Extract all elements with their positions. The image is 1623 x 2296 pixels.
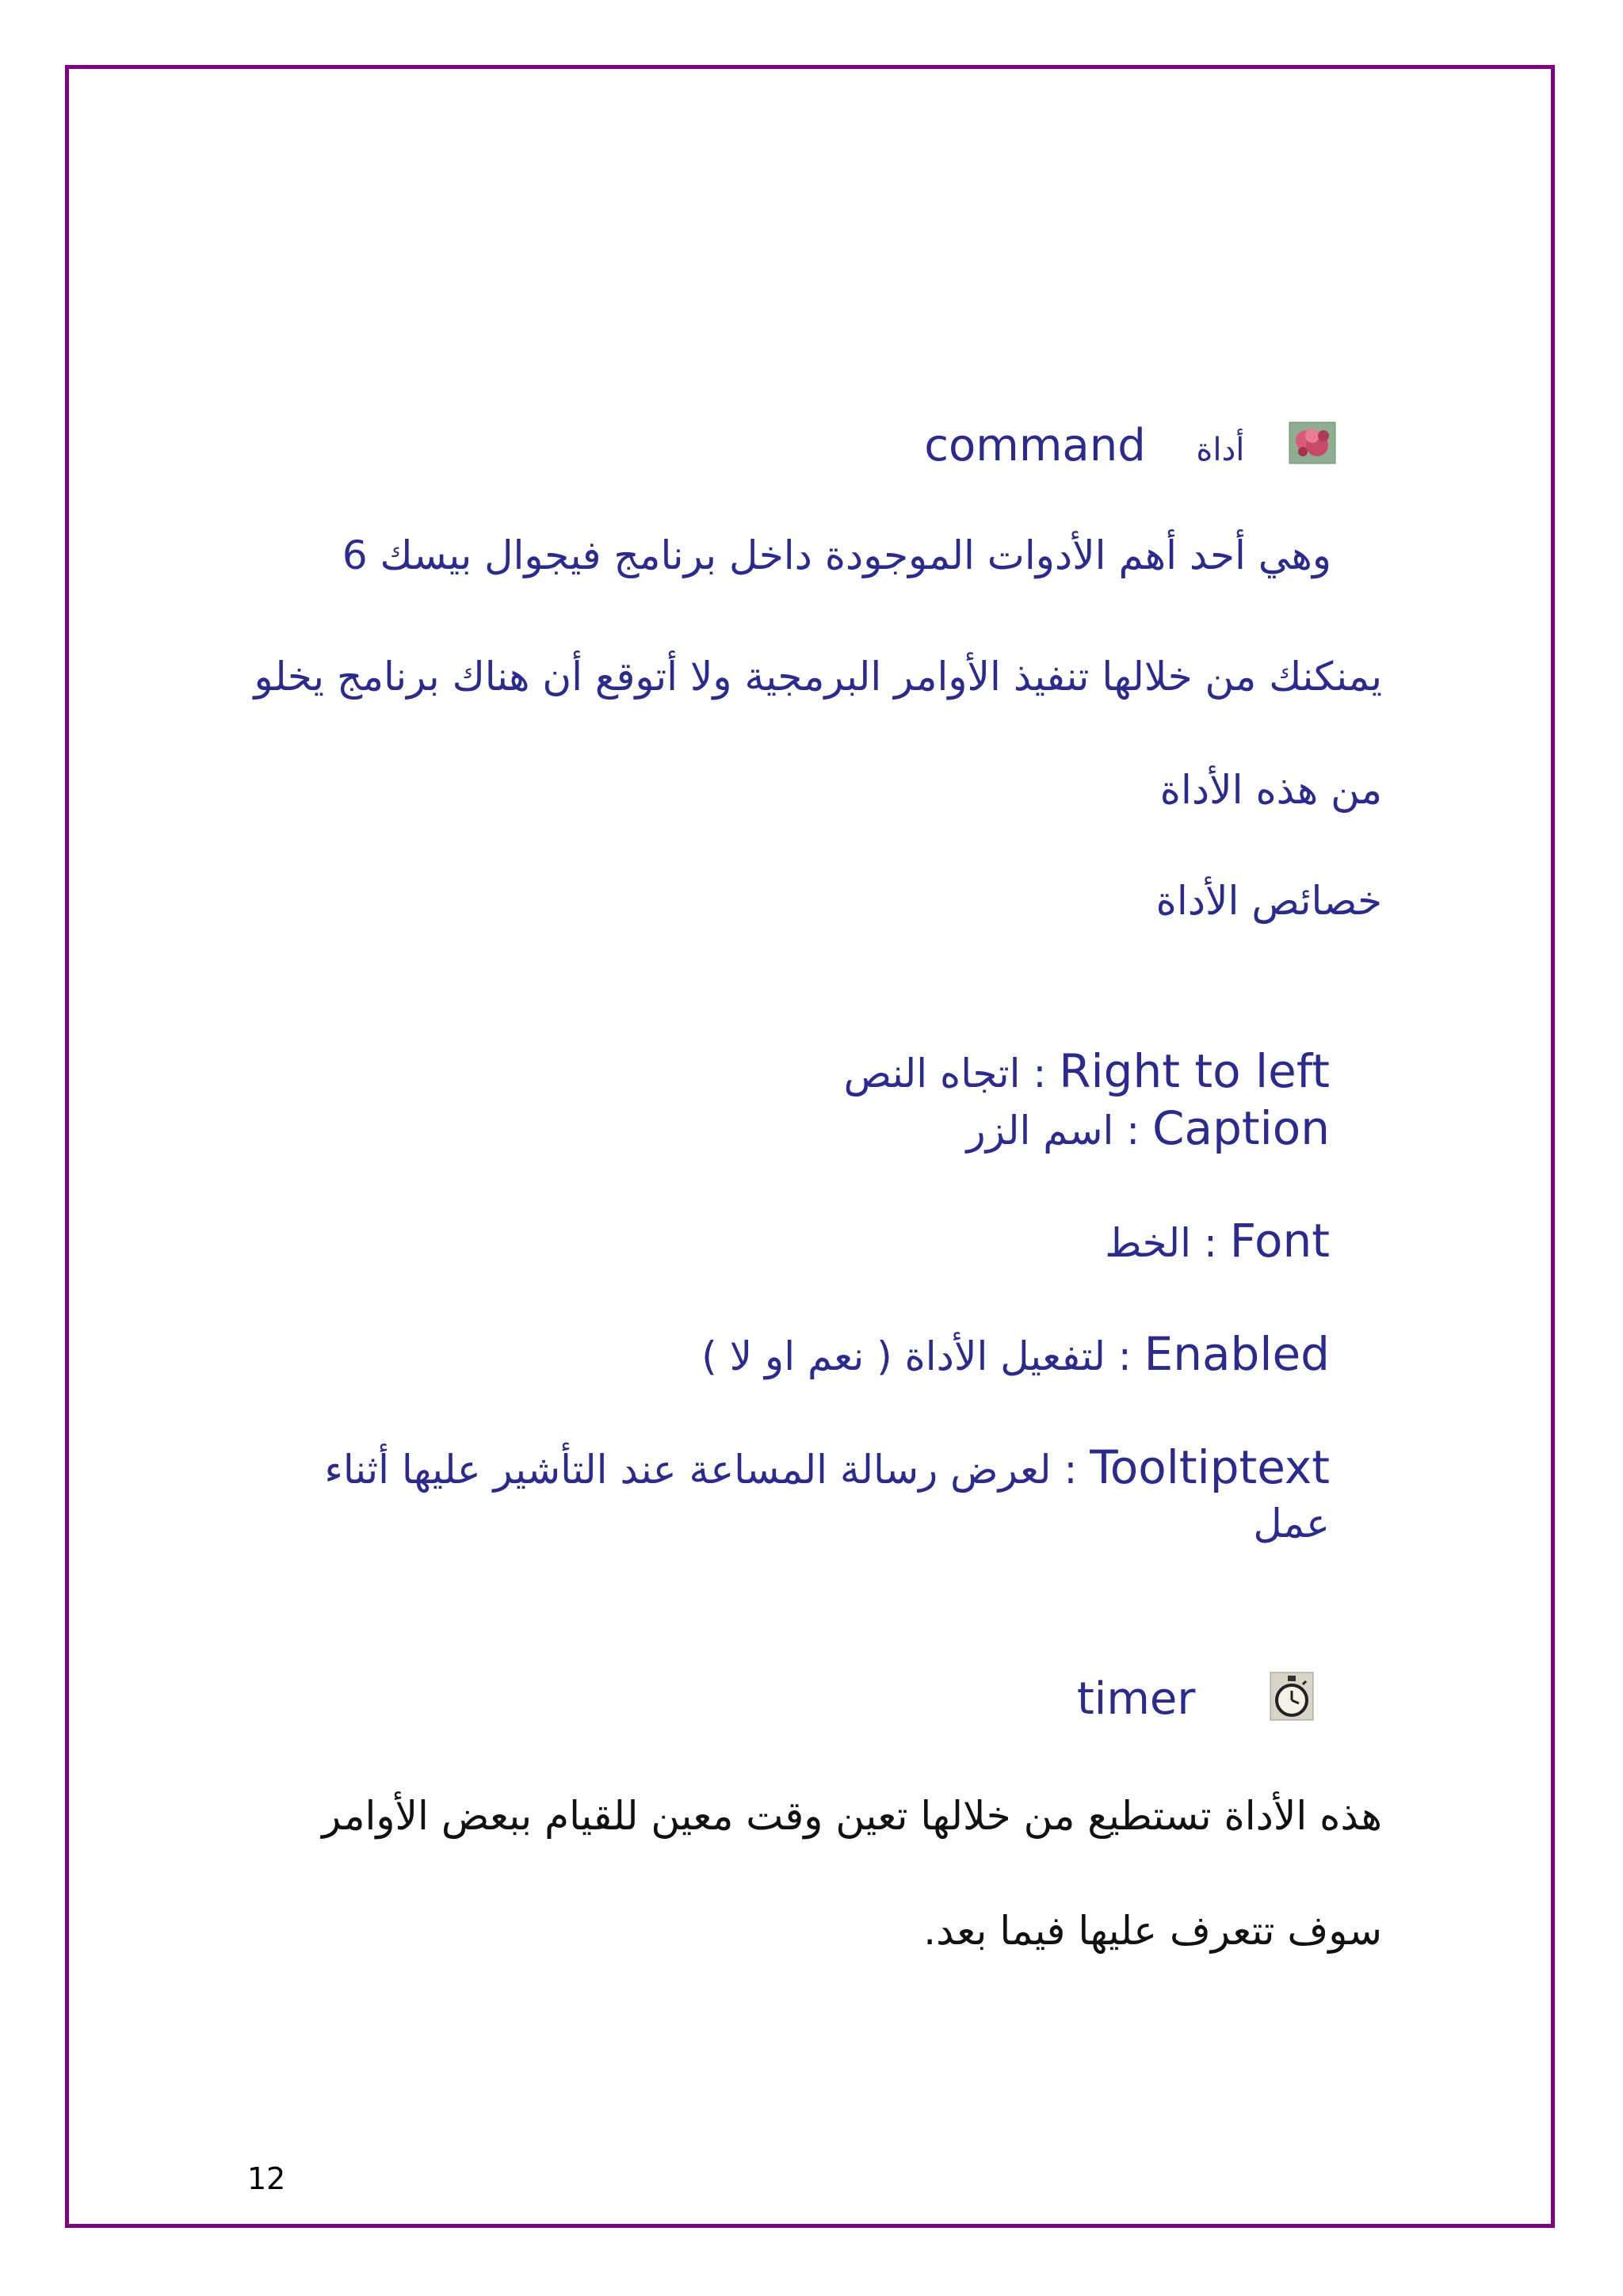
command-heading: [924, 420, 1336, 475]
property-desc: لعرض رسالة المساعة عند التأشير عليها أثناء: [324, 1447, 1052, 1493]
page-border: [65, 65, 1555, 2228]
property-desc: اتجاه النص: [843, 1051, 1021, 1097]
command-label: أداة: [1196, 432, 1245, 468]
command-intro-line-3: من هذه الأداة: [1159, 767, 1382, 813]
timer-name: timer: [1076, 1673, 1196, 1726]
property-key: Right to left: [1059, 1044, 1330, 1098]
property-desc: لتفعيل الأداة ( نعم او لا ): [701, 1333, 1106, 1379]
property-right-to-left: اتجاه النص : Right to left: [843, 1044, 1330, 1098]
property-key: Tooltiptext: [1090, 1440, 1330, 1494]
tooltip-continuation: عمل: [1253, 1501, 1330, 1547]
property-enabled: لتفعيل الأداة ( نعم او لا ) : Enabled: [701, 1327, 1330, 1381]
property-caption: اسم الزر : Caption: [966, 1101, 1330, 1155]
property-desc: اسم الزر: [966, 1108, 1114, 1154]
property-key: Enabled: [1144, 1327, 1330, 1381]
timer-heading: [1077, 1672, 1314, 1732]
property-key: Caption: [1152, 1101, 1330, 1155]
stopwatch-icon: [1270, 1672, 1314, 1732]
properties-heading: خصائص الأداة: [1155, 878, 1382, 924]
page-number: 12: [247, 2161, 286, 2196]
command-intro-line-2: يمنكنك من خلالها تنفيذ الأوامر البرمجية ولا أتوقع أن هناك برنامج يخلو: [254, 654, 1382, 700]
command-name: command: [924, 420, 1146, 471]
property-key: Font: [1229, 1214, 1330, 1268]
command-button-icon: [1289, 421, 1336, 475]
timer-line-1: هذه الأداة تستطيع من خلالها تعين وقت معين للقيام ببعض الأوامر: [322, 1793, 1382, 1839]
property-tooltiptext: لعرض رسالة المساعة عند التأشير عليها أثناء : Tooltiptext: [324, 1440, 1330, 1494]
timer-line-2: سوف تتعرف عليها فيما بعد.: [923, 1908, 1382, 1954]
property-desc: الخط: [1105, 1220, 1192, 1266]
command-intro-line-1: وهي أحد أهم الأدوات الموجودة داخل برنامج فيجوال بيسك 6: [342, 532, 1331, 578]
property-font: الخط : Font: [1105, 1214, 1330, 1268]
